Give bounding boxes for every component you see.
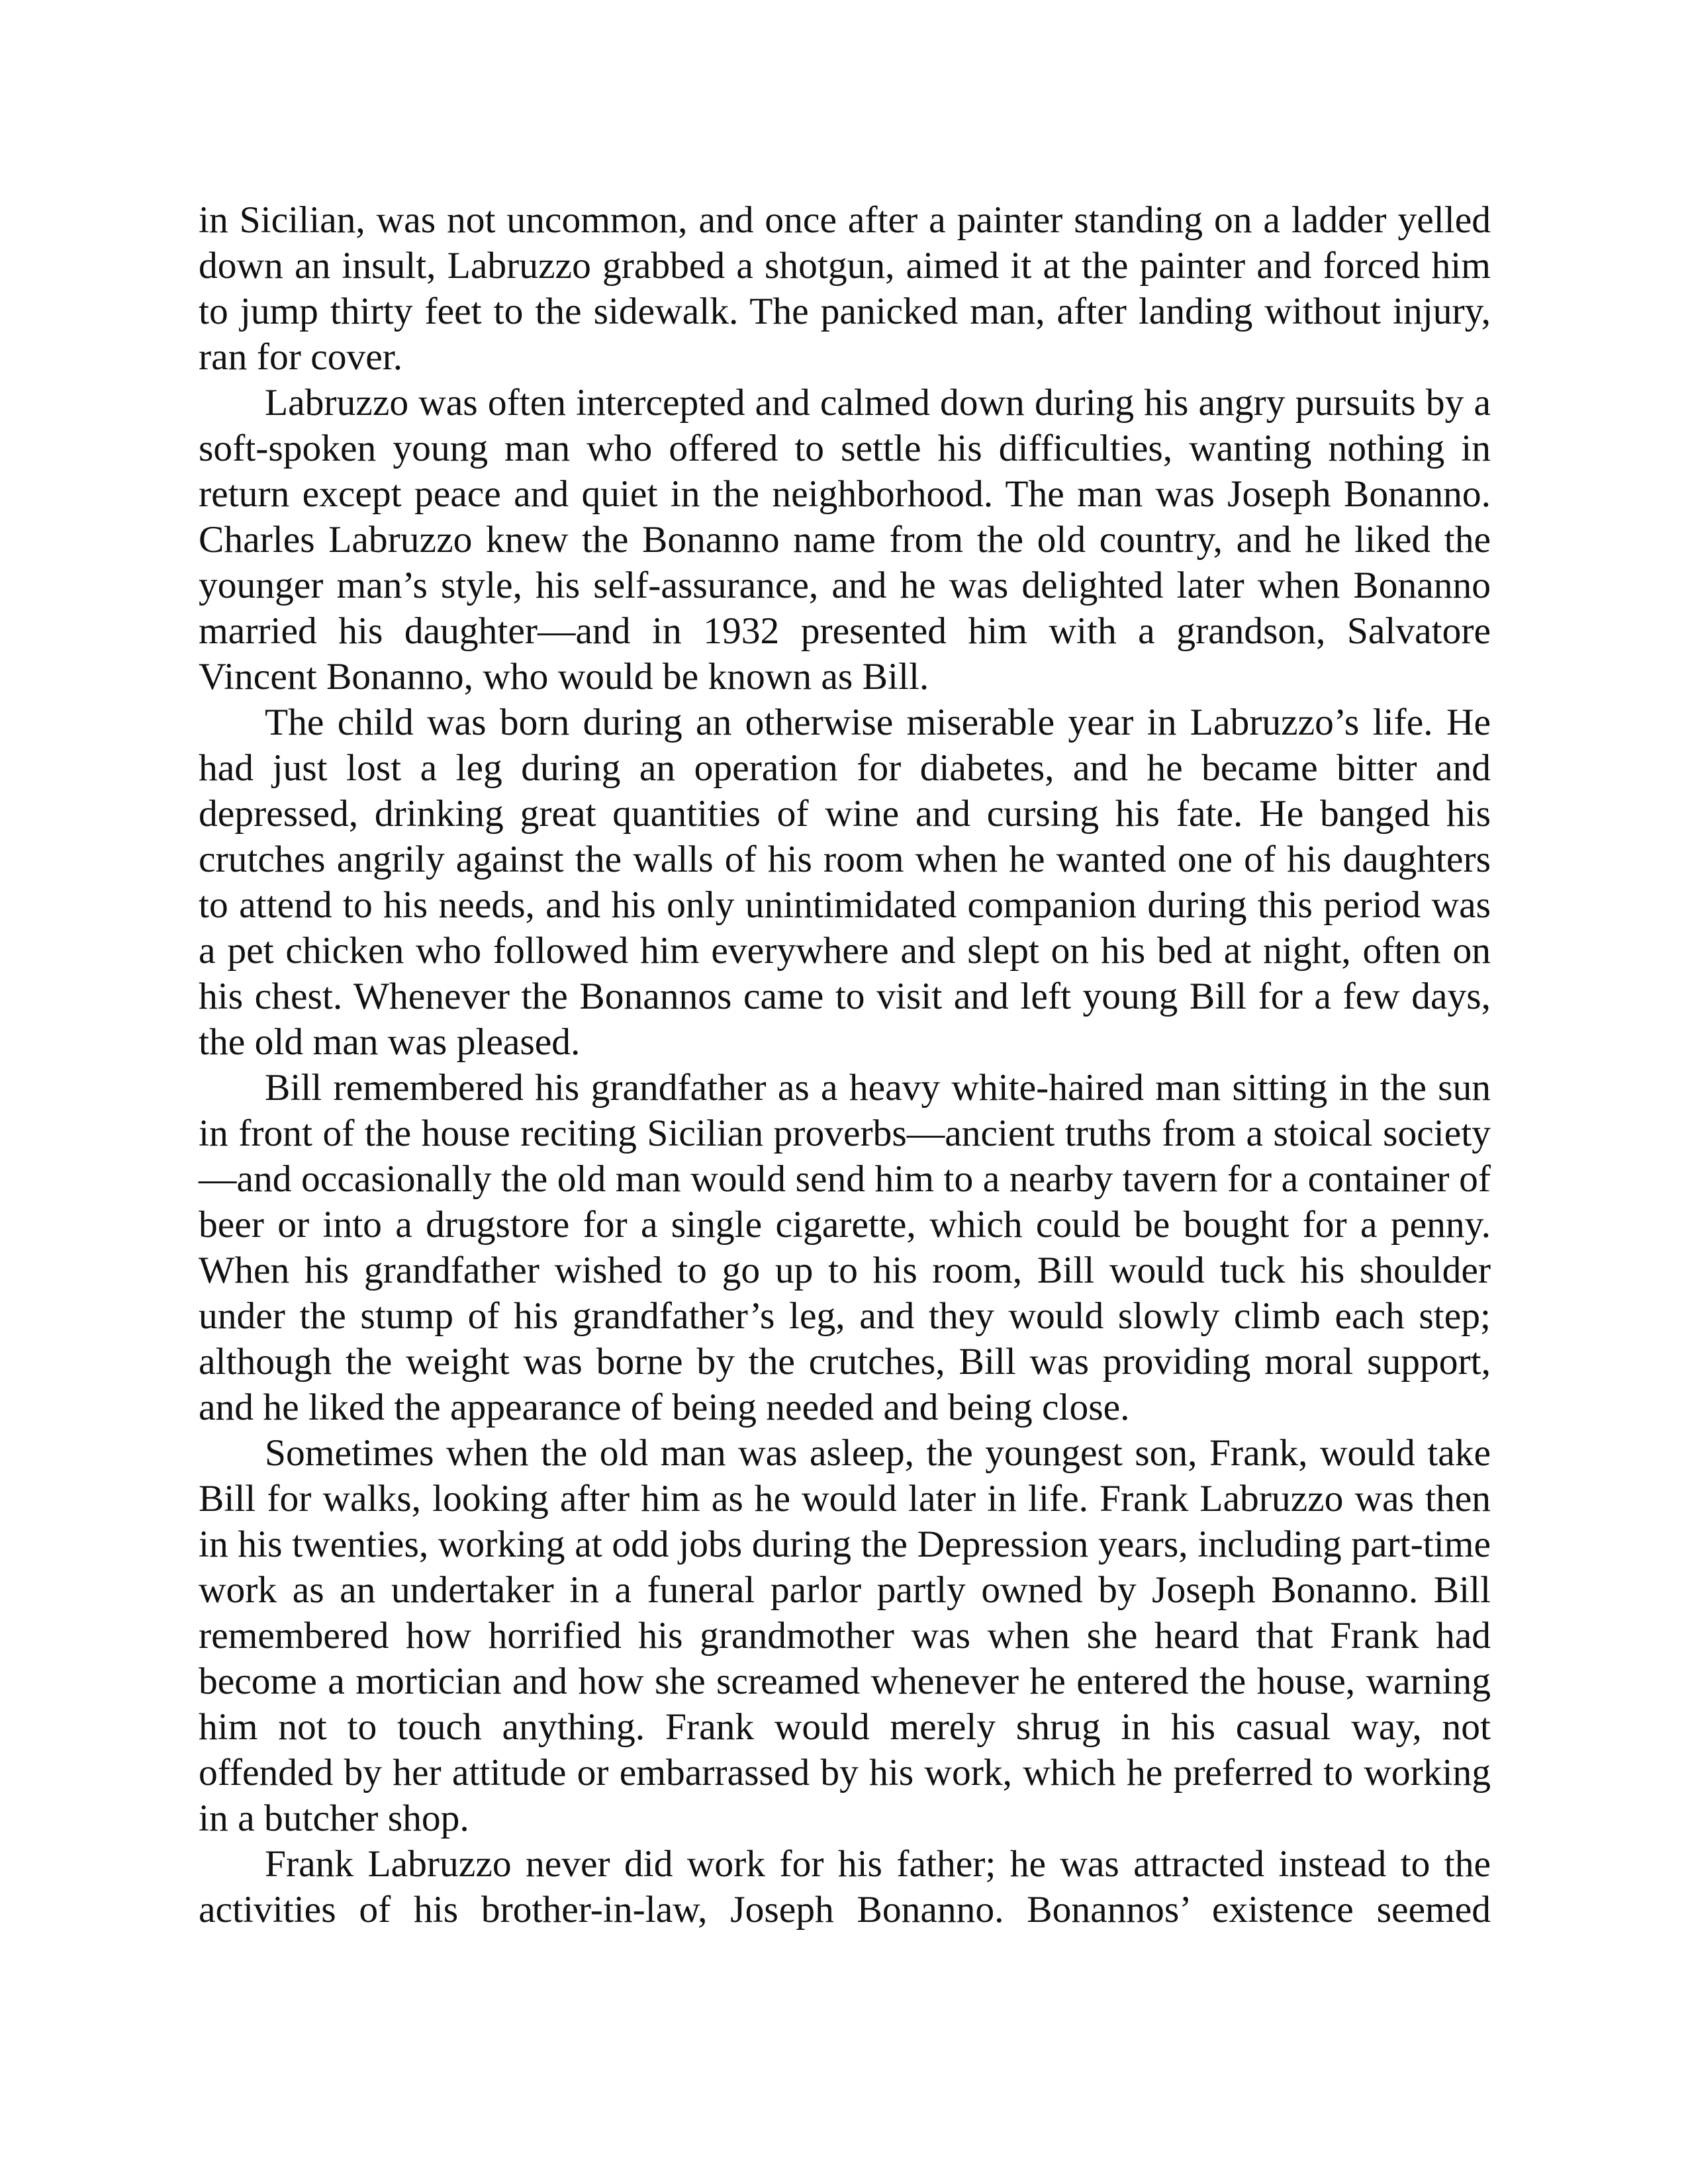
body-text (199, 197, 1491, 1933)
paragraph-1: in Sicilian, was not uncommon, and once after a painter standing on a ladder yelled down an insult, Labruzzo grabbed a shotgun, aimed it at the painter and forced him to jump thirty feet to the sidewalk. The panicked man, after landing without injury, ran for cover. (199, 199, 1491, 378)
paragraph-3: The child was born during an otherwise miserable year in Labruzzo’s life. He had just lost a leg during an operation for diabetes, and he became bitter and depressed, drinking great quantities of wine and cursing his fate. He banged his crutches angrily against the walls of his room when he wanted one of his daughters to attend to his needs, and his only unintimidated companion during this period was a pet chicken who followed him everywhere and slept on his bed at night, often on his chest. Whenever the Bonannos came to visit and left young Bill for a few days, the old man was pleased. (199, 702, 1491, 1063)
paragraph-5: Sometimes when the old man was asleep, the youngest son, Frank, would take Bill for walks, looking after him as he would later in life. Frank Labruzzo was then in his twenties, working at odd jobs during the Depression years, including part-time work as an undertaker in a funeral parlor partly owned by Joseph Bonanno. Bill remembered how horrified his grandmother was when she heard that Frank had become a mortician and how she screamed whenever he entered the house, warning him not to touch anything. Frank would merely shrug in his casual way, not offended by her attitude or embarrassed by his work, which he preferred to working in a butcher shop. (199, 1432, 1491, 1839)
paragraph-2: Labruzzo was often intercepted and calmed down during his angry pursuits by a soft-spoken young man who offered to settle his difficulties, wanting nothing in return except peace and quiet in the neighborhood. The man was Joseph Bonanno. Charles Labruzzo knew the Bonanno name from the old country, and he liked the younger man’s style, his self-assurance, and he was delighted later when Bonanno married his daughter—and in 1932 presented him with a grandson, Salvatore Vincent Bonanno, who would be known as Bill. (199, 382, 1491, 698)
paragraph-6: Frank Labruzzo never did work for his father; he was attracted instead to the activities of his brother-in-law, Joseph Bonanno. Bonannos’ existence seemed (199, 1843, 1491, 1931)
paragraph-4: Bill remembered his grandfather as a heavy white-haired man sitting in the sun in front of the house reciting Sicilian proverbs—ancient truths from a stoical society—and occasionally the old man would send him to a nearby tavern for a container of beer or into a drugstore for a single cigarette, which could be bought for a penny. When his grandfather wished to go up to his room, Bill would tuck his shoulder under the stump of his grandfather’s leg, and they would slowly climb each step; although the weight was borne by the crutches, Bill was providing moral support, and he liked the appearance of being needed and being close. (199, 1067, 1491, 1428)
